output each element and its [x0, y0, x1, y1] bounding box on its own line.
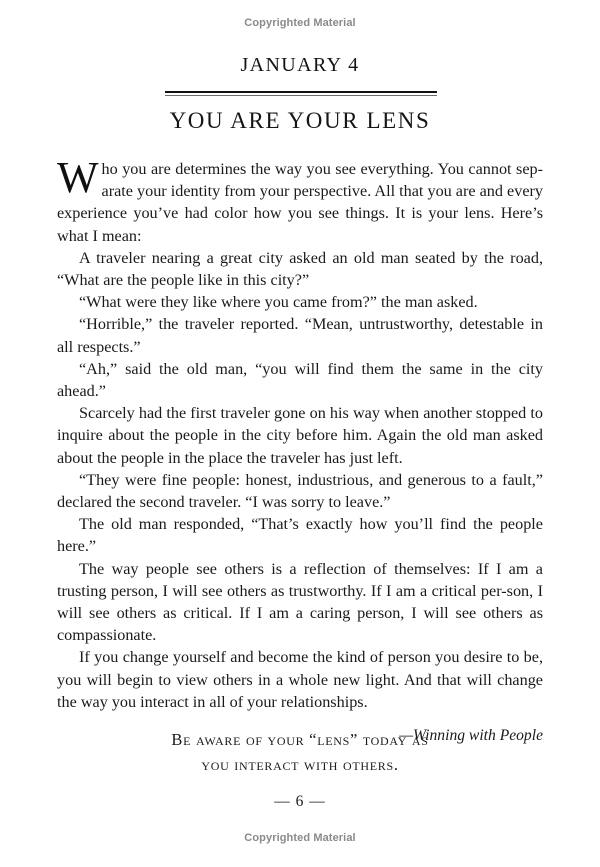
paragraph-10: If you change yourself and become the kind of person you desire to be, you will begin to view others in a whole new light. And that will change the way you interact in all of your relationships. — [57, 648, 543, 711]
call-to-action-line-2: you interact with others. — [201, 755, 399, 774]
paragraph-1 — [57, 153, 543, 247]
page-number: — 6 — — [274, 793, 326, 810]
paragraph-4: “Horrible,” the traveler reported. “Mean, untrustworthy, detestable in all respects.” — [57, 315, 543, 356]
paragraph-7: “They were fine people: honest, industrious, and generous to a fault,” declared the second traveler. “I was sorry to leave.” — [57, 470, 543, 512]
page-title: YOU ARE YOUR LENS — [169, 108, 431, 133]
call-to-action-block — [57, 727, 543, 777]
paragraph-9: The way people see others is a reflection of themselves: If I am a trusting person, I will see others as trustworthy. If I am a critical per-son, I will see others as critical. If I am a caring person, I will see others as compassionate. — [57, 559, 543, 645]
copyright-watermark-bottom: Copyrighted Material — [244, 832, 356, 844]
double-rule-divider — [165, 91, 437, 97]
copyright-watermark-top: Copyrighted Material — [244, 17, 356, 29]
call-to-action-line-1: Be aware of your “lens” today as — [171, 730, 429, 749]
rule-thin-line — [165, 95, 437, 96]
paragraph-5: “Ah,” said the old man, “you will find them the same in the city ahead.” — [57, 359, 543, 401]
paragraph-2: A traveler nearing a great city asked an old man seated by the road, “What are the people like in this city?” — [57, 248, 543, 290]
body-text-column — [57, 153, 543, 746]
paragraph-6: Scarcely had the first traveler gone on his way when another stopped to inquire about the people in the city before him. Again the old man asked about the people in the place the traveler has just left. — [57, 404, 543, 467]
paragraph-1-text: ho you are determines the way you see everything. You cannot sep-arate your identity from your perspective. All that you are and every experience you’ve had color how you see things. It is your lens. Here’s what I mean: — [57, 160, 543, 245]
source-attribution: —Winning with People — [399, 727, 543, 745]
drop-cap-letter: W — [57, 153, 99, 202]
paragraph-8: The old man responded, “That’s exactly how you’ll find the people here.” — [57, 515, 543, 556]
date-header: JANUARY 4 — [240, 54, 360, 76]
paragraph-3: “What were they like where you came from?” the man asked. — [79, 293, 478, 312]
